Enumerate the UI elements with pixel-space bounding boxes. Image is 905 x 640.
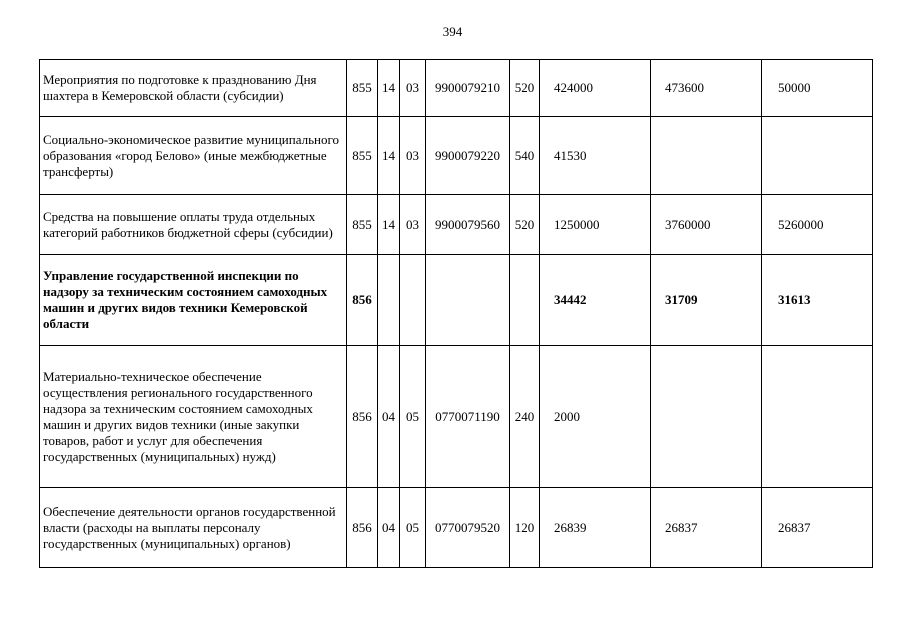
- target-article-code: 0770079520: [426, 488, 510, 568]
- amount-year-2: 3760000: [651, 195, 762, 255]
- subsection-code: 03: [400, 60, 426, 117]
- amount-year-2: 473600: [651, 60, 762, 117]
- row-name: Обеспечение деятельности органов государственной власти (расходы на выплаты персоналу государственных (муниципальных) органов): [40, 488, 347, 568]
- amount-year-1: 26839: [540, 488, 651, 568]
- table-row: [40, 346, 873, 488]
- section-code: [378, 255, 400, 346]
- subsection-code: [400, 255, 426, 346]
- amount-year-3: 31613: [762, 255, 873, 346]
- target-article-code: 9900079210: [426, 60, 510, 117]
- section-code: 04: [378, 346, 400, 488]
- section-code: 14: [378, 195, 400, 255]
- target-article-code: 0770071190: [426, 346, 510, 488]
- amount-year-1: 424000: [540, 60, 651, 117]
- section-code: 14: [378, 117, 400, 195]
- amount-year-2: 31709: [651, 255, 762, 346]
- table-row: [40, 488, 873, 568]
- amount-year-2: 26837: [651, 488, 762, 568]
- table-row: [40, 60, 873, 117]
- target-article-code: 9900079560: [426, 195, 510, 255]
- amount-year-3: 5260000: [762, 195, 873, 255]
- amount-year-1: 1250000: [540, 195, 651, 255]
- amount-year-3: [762, 117, 873, 195]
- target-article-code: [426, 255, 510, 346]
- amount-year-3: 50000: [762, 60, 873, 117]
- subsection-code: 05: [400, 346, 426, 488]
- amount-year-2: [651, 117, 762, 195]
- expense-type-code: 520: [510, 60, 540, 117]
- row-name: Мероприятия по подготовке к празднованию Дня шахтера в Кемеровской области (субсидии): [40, 60, 347, 117]
- table-row-department-total: [40, 255, 873, 346]
- amount-year-3: 26837: [762, 488, 873, 568]
- row-name: Управление государственной инспекции по надзору за техническим состоянием самоходных машин и других видов техники Кемеровской области: [40, 255, 347, 346]
- target-article-code: 9900079220: [426, 117, 510, 195]
- amount-year-2: [651, 346, 762, 488]
- ministry-code: 855: [347, 60, 378, 117]
- expense-type-code: 120: [510, 488, 540, 568]
- amount-year-1: 41530: [540, 117, 651, 195]
- expense-type-code: 240: [510, 346, 540, 488]
- table-row: [40, 117, 873, 195]
- row-name: Средства на повышение оплаты труда отдельных категорий работников бюджетной сферы (субсидии): [40, 195, 347, 255]
- expense-type-code: 540: [510, 117, 540, 195]
- ministry-code: 856: [347, 488, 378, 568]
- ministry-code: 856: [347, 346, 378, 488]
- subsection-code: 05: [400, 488, 426, 568]
- expense-type-code: 520: [510, 195, 540, 255]
- amount-year-1: 2000: [540, 346, 651, 488]
- ministry-code: 855: [347, 117, 378, 195]
- amount-year-1: 34442: [540, 255, 651, 346]
- section-code: 14: [378, 60, 400, 117]
- ministry-code: 856: [347, 255, 378, 346]
- expense-type-code: [510, 255, 540, 346]
- page-number: 394: [442, 24, 463, 39]
- row-name: Социально-экономическое развитие муниципального образования «город Белово» (иные межбюджетные трансферты): [40, 117, 347, 195]
- section-code: 04: [378, 488, 400, 568]
- table-row: [40, 195, 873, 255]
- amount-year-3: [762, 346, 873, 488]
- ministry-code: 855: [347, 195, 378, 255]
- subsection-code: 03: [400, 195, 426, 255]
- subsection-code: 03: [400, 117, 426, 195]
- row-name: Материально-техническое обеспечение осуществления регионального государственного надзора за техническим состоянием самоходных машин и других видов техники (иные закупки товаров, работ и услуг для обеспечения государственных (муниципальных) нужд): [40, 346, 347, 488]
- budget-table: [39, 59, 873, 568]
